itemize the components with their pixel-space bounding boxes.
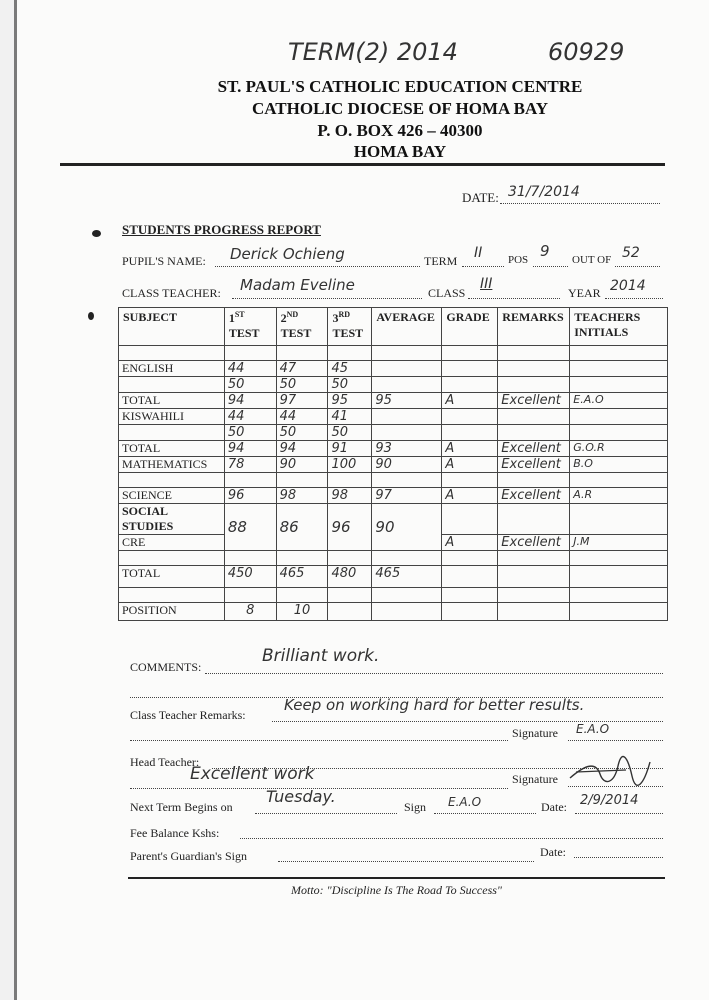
table-row: SCIENCE 96 98 98 97 A Excellent A.R — [119, 488, 668, 504]
header-remarks: REMARKS — [498, 308, 570, 346]
header-initials: TEACHERS INITIALS — [570, 308, 668, 346]
term-annotation: TERM(2) 2014 — [288, 38, 458, 66]
signature-line — [568, 740, 663, 741]
comments-value: Brilliant work. — [262, 646, 380, 666]
header-subject: SUBJECT — [119, 308, 225, 346]
header-grade: GRADE — [442, 308, 498, 346]
label-total: TOTAL — [119, 441, 225, 457]
head-teacher-comment: Excellent work — [190, 764, 315, 784]
subject-social-studies: SOCIAL STUDIES — [119, 504, 225, 535]
class-value: III — [480, 276, 493, 292]
scan-margin — [0, 0, 14, 1000]
out-of-value: 52 — [622, 245, 640, 261]
table-row — [119, 551, 668, 566]
date-value: 31/7/2014 — [508, 184, 580, 200]
head-signature-label: Signature — [512, 772, 558, 786]
term-label: TERM — [424, 254, 458, 268]
comments-line — [205, 673, 663, 674]
table-row: KISWAHILI 44 44 41 — [119, 409, 668, 425]
subject-cre: CRE — [119, 535, 225, 551]
next-term-date-label: Date: — [541, 800, 567, 814]
remarks-line-2 — [130, 740, 508, 741]
year-line — [605, 298, 663, 299]
class-teacher-signature: E.A.O — [576, 722, 610, 736]
table-row: MATHEMATICS 78 90 100 90 A Excellent B.O — [119, 457, 668, 473]
header-average: AVERAGE — [372, 308, 442, 346]
table-row: TOTAL 94 94 91 93 A Excellent G.O.R — [119, 441, 668, 457]
header-test-2: 2ND TEST — [276, 308, 328, 346]
class-teacher-line — [232, 298, 422, 299]
head-teacher-signature-scribble — [566, 754, 656, 790]
pupil-name-label: PUPIL'S NAME: — [122, 254, 206, 268]
class-teacher-name: Madam Eveline — [240, 276, 355, 294]
town-name: HOMA BAY — [353, 142, 447, 161]
table-row: POSITION 8 10 — [119, 603, 668, 621]
sign-line — [434, 813, 536, 814]
comments-label: COMMENTS: — [130, 660, 202, 674]
class-teacher-remarks-label: Class Teacher Remarks: — [130, 708, 246, 722]
next-term-value: Tuesday. — [266, 787, 336, 806]
label-grand-total: TOTAL — [119, 566, 225, 588]
sign-label: Sign — [404, 800, 427, 814]
label-position: POSITION — [119, 603, 225, 621]
term-value: II — [474, 245, 483, 261]
out-of-line — [615, 266, 660, 267]
postal-address: P. O. BOX 426 – 40300 — [317, 121, 483, 140]
results-table — [118, 307, 668, 621]
table-row: SOCIAL STUDIES 88 86 96 90 — [119, 504, 668, 535]
school-name: ST. PAUL'S CATHOLIC EDUCATION CENTRE — [217, 77, 583, 96]
out-of-label: OUT OF — [572, 254, 612, 266]
parent-sign-line — [278, 861, 534, 862]
table-row — [119, 588, 668, 603]
table-row: 50 50 50 — [119, 425, 668, 441]
next-term-label: Next Term Begins on — [130, 800, 233, 814]
class-label: CLASS — [428, 286, 466, 300]
diocese-name: CATHOLIC DIOCESE OF HOMA BAY — [252, 99, 548, 118]
date-label: DATE: — [462, 190, 499, 205]
pos-value: 9 — [540, 242, 550, 260]
table-row: TOTAL 94 97 95 95 A Excellent E.A.O — [119, 393, 668, 409]
footer-divider — [128, 877, 665, 879]
scan-edge-line — [14, 0, 17, 1000]
signature-label: Signature — [512, 726, 558, 740]
next-term-date-line — [575, 813, 663, 814]
date-line — [500, 203, 660, 204]
next-term-date: 2/9/2014 — [580, 793, 639, 808]
sign-value: E.A.O — [448, 795, 482, 809]
next-term-line — [255, 813, 397, 814]
parent-date-label: Date: — [540, 845, 566, 859]
label-total: TOTAL — [119, 393, 225, 409]
subject-mathematics: MATHEMATICS — [119, 457, 225, 473]
scan-mark — [92, 230, 101, 237]
year-value: 2014 — [610, 278, 646, 294]
subject-english: ENGLISH — [119, 361, 225, 377]
year-label: YEAR — [568, 286, 601, 300]
class-teacher-label: CLASS TEACHER: — [122, 286, 221, 300]
parent-date-line — [574, 857, 663, 858]
pupil-name-line — [215, 266, 420, 267]
table-row — [119, 346, 668, 361]
table-row: CRE A Excellent J.M — [119, 535, 668, 551]
subject-kiswahili: KISWAHILI — [119, 409, 225, 425]
table-row: 50 50 50 — [119, 377, 668, 393]
pupil-name: Derick Ochieng — [230, 245, 345, 263]
class-teacher-remarks-value: Keep on working hard for better results. — [284, 696, 585, 714]
fee-balance-label: Fee Balance Kshs: — [130, 826, 220, 840]
header-test-3: 3RD TEST — [328, 308, 372, 346]
school-motto: Motto: "Discipline Is The Road To Success" — [291, 883, 502, 897]
scan-mark — [88, 312, 94, 320]
fee-balance-line — [240, 838, 663, 839]
header-test-1: 1ST TEST — [224, 308, 276, 346]
term-line — [462, 266, 504, 267]
subject-science: SCIENCE — [119, 488, 225, 504]
parent-sign-label: Parent's Guardian's Sign — [130, 849, 247, 863]
report-title: STUDENTS PROGRESS REPORT — [122, 222, 321, 237]
table-row: TOTAL 450 465 480 465 — [119, 566, 668, 588]
class-line — [468, 298, 560, 299]
reference-number: 60929 — [548, 38, 625, 66]
header-divider — [60, 163, 665, 166]
table-header-row — [119, 308, 668, 346]
table-row — [119, 473, 668, 488]
pos-line — [533, 266, 568, 267]
table-row: ENGLISH 44 47 45 — [119, 361, 668, 377]
pos-label: POS — [508, 254, 529, 266]
head-teacher-label: Head Teacher: — [130, 755, 200, 769]
